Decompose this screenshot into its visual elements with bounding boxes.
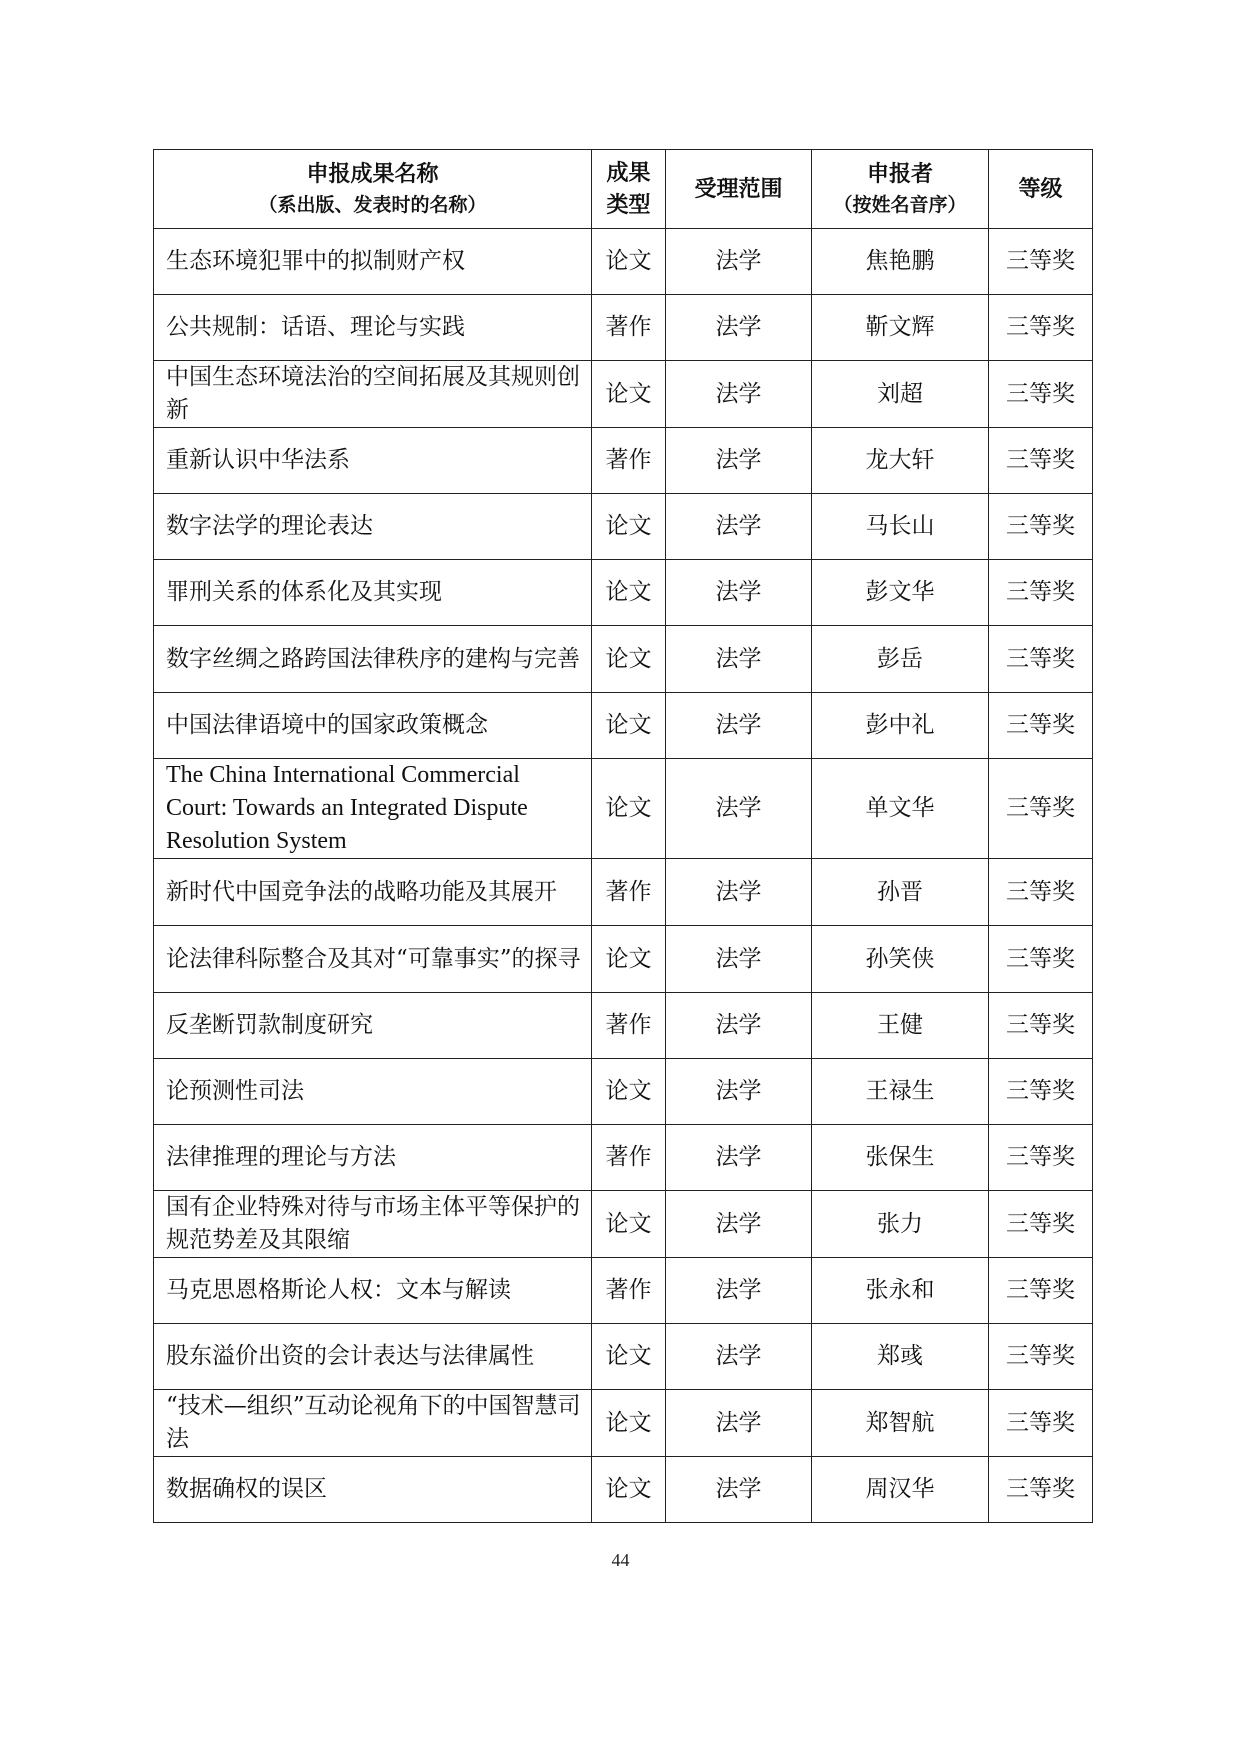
- table-row: [154, 859, 1093, 926]
- level-cell: 三等奖: [989, 361, 1093, 428]
- table-row: [154, 926, 1093, 993]
- result-type-cell: 论文: [592, 494, 666, 560]
- table-row: [154, 759, 1093, 859]
- result-title-cell: 生态环境犯罪中的拟制财产权: [154, 229, 592, 295]
- table-row: [154, 993, 1093, 1059]
- scope-cell: 法学: [666, 494, 812, 560]
- result-title-cell: 论法律科际整合及其对“可靠事实”的探寻: [154, 926, 592, 993]
- applicant-cell: 彭中礼: [812, 693, 989, 759]
- result-title-cell: 数据确权的误区: [154, 1457, 592, 1523]
- table-row: [154, 1125, 1093, 1191]
- result-title-cell: 法律推理的理论与方法: [154, 1125, 592, 1191]
- scope-cell: 法学: [666, 361, 812, 428]
- scope-cell: 法学: [666, 1125, 812, 1191]
- result-type-cell: 著作: [592, 1258, 666, 1324]
- applicant-cell: 靳文辉: [812, 295, 989, 361]
- result-type-cell: 论文: [592, 229, 666, 295]
- header-type: [592, 150, 666, 229]
- result-type-cell: 论文: [592, 361, 666, 428]
- table-row: [154, 1457, 1093, 1523]
- result-type-cell: 论文: [592, 693, 666, 759]
- level-cell: 三等奖: [989, 1324, 1093, 1390]
- applicant-cell: 周汉华: [812, 1457, 989, 1523]
- table-row: [154, 1258, 1093, 1324]
- scope-cell: 法学: [666, 295, 812, 361]
- table-body: [154, 229, 1093, 1523]
- scope-cell: 法学: [666, 229, 812, 295]
- scope-cell: 法学: [666, 1324, 812, 1390]
- applicant-cell: 张永和: [812, 1258, 989, 1324]
- result-type-cell: 论文: [592, 1324, 666, 1390]
- scope-cell: 法学: [666, 859, 812, 926]
- result-type-cell: 论文: [592, 626, 666, 693]
- result-type-cell: 著作: [592, 1125, 666, 1191]
- scope-cell: 法学: [666, 693, 812, 759]
- header-applicant: [812, 150, 989, 229]
- result-title-cell: 数字丝绸之路跨国法律秩序的建构与完善: [154, 626, 592, 693]
- awards-table: [153, 149, 1093, 1523]
- applicant-cell: 彭文华: [812, 560, 989, 626]
- result-title-cell: “技术—组织”互动论视角下的中国智慧司法: [154, 1390, 592, 1457]
- level-cell: 三等奖: [989, 1191, 1093, 1258]
- result-type-cell: 论文: [592, 1390, 666, 1457]
- header-title-main: 申报成果名称: [306, 161, 439, 187]
- table-row: [154, 560, 1093, 626]
- table-row: [154, 626, 1093, 693]
- applicant-cell: 孙晋: [812, 859, 989, 926]
- scope-cell: 法学: [666, 1059, 812, 1125]
- result-title-cell: 新时代中国竞争法的战略功能及其展开: [154, 859, 592, 926]
- header-applicant-main: 申报者: [866, 161, 933, 187]
- result-type-cell: 论文: [592, 1191, 666, 1258]
- scope-cell: 法学: [666, 993, 812, 1059]
- level-cell: 三等奖: [989, 1258, 1093, 1324]
- table-row: [154, 1390, 1093, 1457]
- result-type-cell: 著作: [592, 295, 666, 361]
- result-title-cell: 反垄断罚款制度研究: [154, 993, 592, 1059]
- scope-cell: 法学: [666, 626, 812, 693]
- header-type-line2: 类型: [606, 192, 651, 218]
- scope-cell: 法学: [666, 1191, 812, 1258]
- table-row: [154, 428, 1093, 494]
- level-cell: 三等奖: [989, 428, 1093, 494]
- level-cell: 三等奖: [989, 295, 1093, 361]
- table-row: [154, 1059, 1093, 1125]
- level-cell: 三等奖: [989, 759, 1093, 859]
- scope-cell: 法学: [666, 428, 812, 494]
- header-level: 等级: [989, 150, 1093, 229]
- table-row: [154, 693, 1093, 759]
- scope-cell: 法学: [666, 1457, 812, 1523]
- result-title-cell: 重新认识中华法系: [154, 428, 592, 494]
- result-title-cell: 罪刑关系的体系化及其实现: [154, 560, 592, 626]
- header-scope: 受理范围: [666, 150, 812, 229]
- header-row: [154, 150, 1093, 229]
- level-cell: 三等奖: [989, 859, 1093, 926]
- applicant-cell: 龙大轩: [812, 428, 989, 494]
- result-title-cell: 中国法律语境中的国家政策概念: [154, 693, 592, 759]
- level-cell: 三等奖: [989, 229, 1093, 295]
- applicant-cell: 焦艳鹏: [812, 229, 989, 295]
- applicant-cell: 张力: [812, 1191, 989, 1258]
- table-row: [154, 1324, 1093, 1390]
- applicant-cell: 郑彧: [812, 1324, 989, 1390]
- applicant-cell: 孙笑侠: [812, 926, 989, 993]
- applicant-cell: 刘超: [812, 361, 989, 428]
- level-cell: 三等奖: [989, 560, 1093, 626]
- scope-cell: 法学: [666, 926, 812, 993]
- result-type-cell: 论文: [592, 926, 666, 993]
- page-number: 44: [611, 1550, 630, 1570]
- scope-cell: 法学: [666, 560, 812, 626]
- result-title-cell: 数字法学的理论表达: [154, 494, 592, 560]
- applicant-cell: 彭岳: [812, 626, 989, 693]
- result-type-cell: 论文: [592, 560, 666, 626]
- result-title-cell: 中国生态环境法治的空间拓展及其规则创新: [154, 361, 592, 428]
- result-title-cell: 股东溢价出资的会计表达与法律属性: [154, 1324, 592, 1390]
- scope-cell: 法学: [666, 1390, 812, 1457]
- table-row: [154, 494, 1093, 560]
- table-row: [154, 229, 1093, 295]
- result-title-cell: 马克思恩格斯论人权：文本与解读: [154, 1258, 592, 1324]
- result-type-cell: 论文: [592, 1457, 666, 1523]
- level-cell: 三等奖: [989, 926, 1093, 993]
- result-title-cell: The China International Commercial Court: Towards an Integrated Dispute Resolution System: [154, 759, 592, 859]
- level-cell: 三等奖: [989, 626, 1093, 693]
- result-type-cell: 著作: [592, 859, 666, 926]
- result-type-cell: 著作: [592, 428, 666, 494]
- scope-cell: 法学: [666, 759, 812, 859]
- applicant-cell: 郑智航: [812, 1390, 989, 1457]
- level-cell: 三等奖: [989, 1457, 1093, 1523]
- table-row: [154, 1191, 1093, 1258]
- header-title: [154, 150, 592, 229]
- result-title-cell: 公共规制：话语、理论与实践: [154, 295, 592, 361]
- level-cell: 三等奖: [989, 993, 1093, 1059]
- applicant-cell: 张保生: [812, 1125, 989, 1191]
- table-row: [154, 295, 1093, 361]
- level-cell: 三等奖: [989, 494, 1093, 560]
- applicant-cell: 王健: [812, 993, 989, 1059]
- applicant-cell: 单文华: [812, 759, 989, 859]
- result-type-cell: 著作: [592, 993, 666, 1059]
- result-title-cell: 论预测性司法: [154, 1059, 592, 1125]
- level-cell: 三等奖: [989, 693, 1093, 759]
- applicant-cell: 马长山: [812, 494, 989, 560]
- scope-cell: 法学: [666, 1258, 812, 1324]
- level-cell: 三等奖: [989, 1125, 1093, 1191]
- result-type-cell: 论文: [592, 1059, 666, 1125]
- level-cell: 三等奖: [989, 1390, 1093, 1457]
- header-type-line1: 成果: [606, 160, 651, 186]
- applicant-cell: 王禄生: [812, 1059, 989, 1125]
- header-applicant-sub: （按姓名音序）: [833, 194, 967, 216]
- level-cell: 三等奖: [989, 1059, 1093, 1125]
- table-row: [154, 361, 1093, 428]
- result-title-cell: 国有企业特殊对待与市场主体平等保护的规范势差及其限缩: [154, 1191, 592, 1258]
- result-type-cell: 论文: [592, 759, 666, 859]
- header-title-sub: （系出版、发表时的名称）: [258, 194, 487, 216]
